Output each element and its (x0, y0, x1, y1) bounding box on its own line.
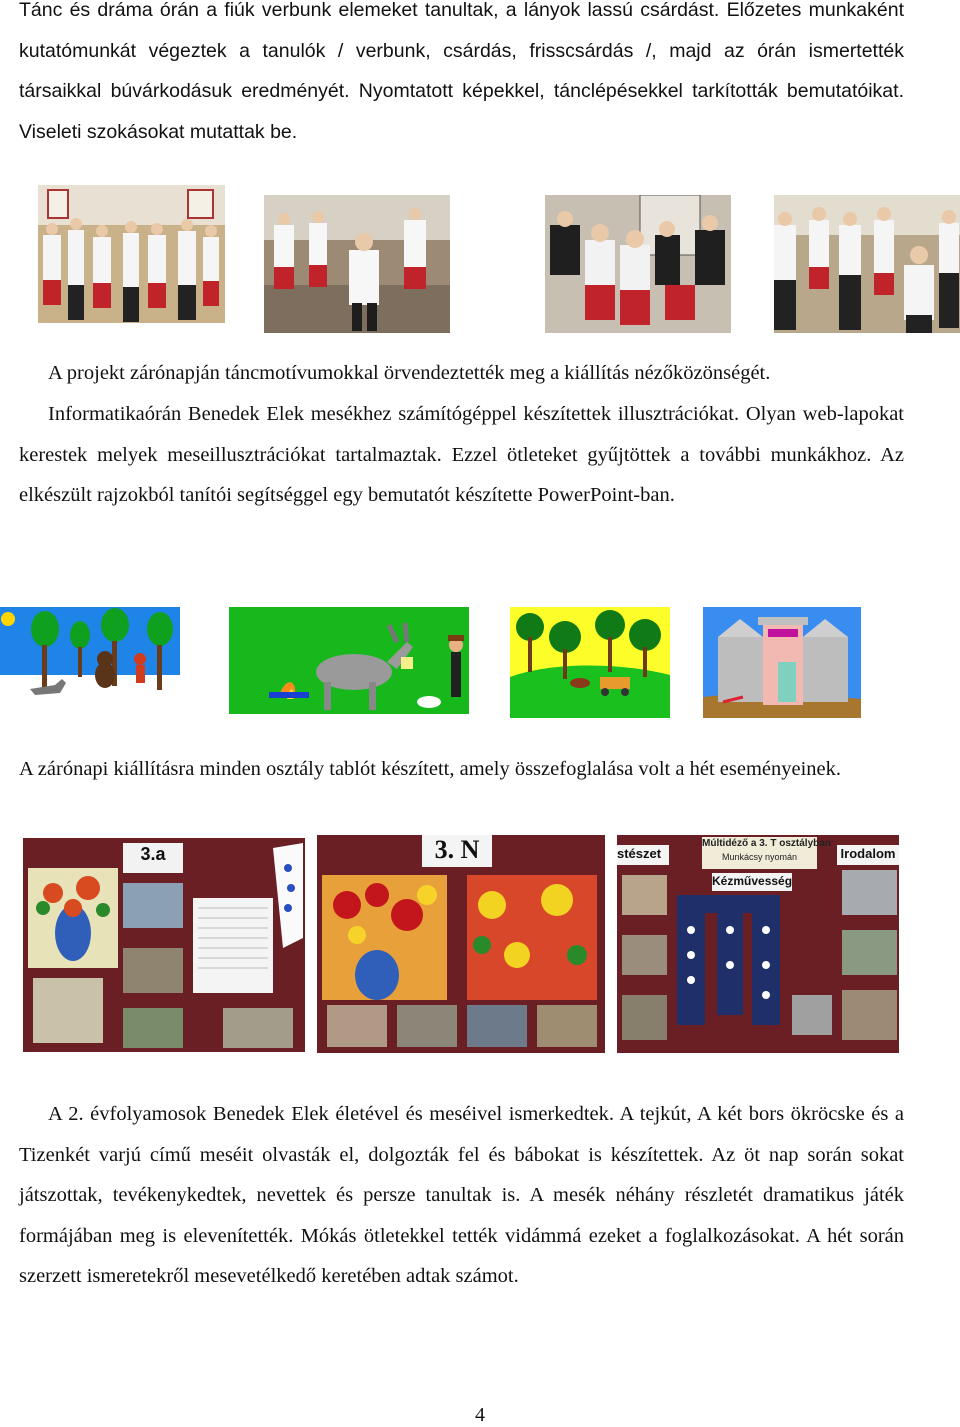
illustration-donkey (229, 607, 469, 714)
poster-3a-label: 3.a (140, 844, 166, 864)
dance-photo-4 (774, 195, 960, 333)
illustration-forest-cart (510, 607, 670, 718)
dance-photo-3 (545, 195, 731, 333)
dance-photo-1 (38, 185, 225, 323)
poster-3n-label: 3. N (434, 835, 480, 864)
exhibition-paragraph: A zárónapi kiállításra minden osztály tablót készített, amely összefoglalása volt a hét eseményeinek. (19, 758, 842, 780)
second-grade-paragraph: A 2. évfolyamosok Benedek Elek életével és meséivel ismerkedtek. A tejkút, A két bors ökröcske és a Tizenkét varjú című meséit olvasták el, dolgozták fel és bábokat is készítettek. Az öt nap során sokat játszottak, tevékenykedtek, nevettek és persze tanultak is. A mesék néhány részletét dramatikus játék formájában meg is elevenítették. Mókás ötletekkel tették vidámmá ezeket a foglalkozásokat. A hét során szerzett ismeretekről mesevetélkedő keretében adtak számot. (19, 1103, 904, 1287)
poster-3t-subtitle: Munkácsy nyomán (721, 852, 798, 862)
page-number: 4 (475, 1404, 485, 1426)
intro-paragraph: Tánc és dráma órán a fiúk verbunk elemeket tanultak, a lányok lassú csárdást. Előzetes munkaként kutatómunkát végeztek a tanulók / verbunk, csárdás, frisscsárdás /, majd az órán ismertették társaikkal búvárkodásuk eredményét. Nyomtatott képekkel, tánclépésekkel tarkították bemutatóikat. Viseleti szokásokat mutattak be. (19, 0, 904, 143)
informatics-paragraph: Informatikaórán Benedek Elek mesékhez számítógéppel készítettek illusztrációkat. Olyan web-lapokat kerestek melyek meseillusztrációkat tartalmaztak. Ezzel ötleteket gyűjtöttek a további munkákhoz. Az elkészült rajzokból tanítói segítséggel egy bemutatót készítette PowerPoint-ban. (19, 403, 904, 506)
poster-3n (317, 835, 605, 1053)
illustration-forest-animals (0, 607, 180, 718)
closing-day-paragraph: A projekt zárónapján táncmotívumokkal örvendeztették meg a kiállítás nézőközönségét. (48, 362, 771, 384)
poster-3t-craft-label: Kézművesség (712, 874, 793, 888)
poster-3a (23, 838, 305, 1052)
poster-3t-right-label: Irodalom (840, 846, 896, 861)
dance-photo-2 (264, 195, 450, 333)
poster-3t (617, 835, 899, 1053)
poster-3t-title: Múltidéző a 3. T osztályban (702, 838, 831, 849)
illustration-house (703, 607, 861, 718)
poster-3t-left-label: stészet (617, 846, 662, 861)
